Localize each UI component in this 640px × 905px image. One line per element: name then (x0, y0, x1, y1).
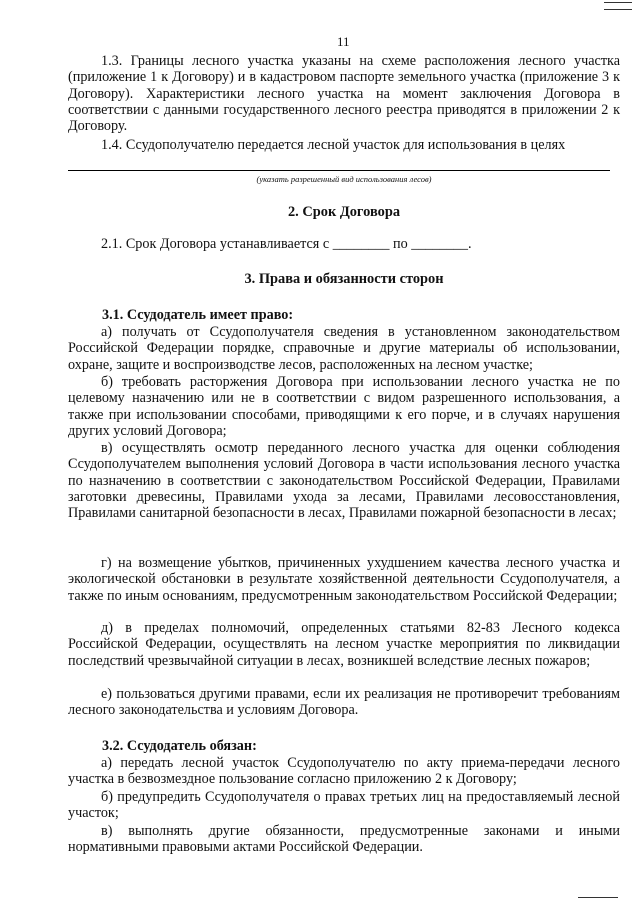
page-number: 11 (337, 34, 350, 49)
list-item-3-1-a: а) получать от Ссудополучателя сведения в установленном законодательством Российской Федерации порядке, справочные и другие материалы об использовании, охране, защите и воспроизводстве лесов, расположенных на лесном участке; (68, 324, 620, 373)
scan-mark-bottom (578, 897, 618, 901)
list-item-3-1-d: д) в пределах полномочий, определенных статьями 82-83 Лесного кодекса Российской Федерации, осуществлять на лесном участке мероприятия по ликвидации последствий чрезвычайной ситуации в лесах, возникшей вследствие лесных пожаров; (68, 620, 620, 669)
clause-1-3: 1.3. Границы лесного участка указаны на схеме расположения лесного участка (приложение 1 к Договору) и в кадастровом паспорте земельного участка (приложение 3 к Договору). Характеристики лесного участка на момент заключения Договора в соответствии с данными государственного лесного реестра приводятся в приложении 2 к Договору. (68, 53, 620, 135)
clause-1-4: 1.4. Ссудополучателю передается лесной участок для использования в целях (101, 137, 566, 153)
clause-2-1: 2.1. Срок Договора устанавливается с ________ по ________. (101, 236, 472, 252)
list-item-3-1-e: е) пользоваться другими правами, если их реализация не противоречит требованиям лесного законодательства и условиям Договора. (68, 686, 620, 719)
list-item-3-2-b: б) предупредить Ссудополучателя о правах третьих лиц на предоставляемый лесной участок; (68, 789, 620, 822)
clause-1-4-caption: (указать разрешенный вид использования лесов) (256, 174, 432, 184)
subsection-3-1-heading: 3.1. Ссудодатель имеет право: (102, 307, 294, 323)
section-2-heading: 2. Срок Договора (287, 204, 401, 220)
scan-mark-top (604, 2, 632, 10)
subsection-3-2-heading: 3.2. Ссудодатель обязан: (102, 738, 257, 754)
list-item-3-2-v: в) выполнять другие обязанности, предусмотренные законами и иными нормативными правовыми актами Российской Федерации. (68, 823, 620, 856)
list-item-3-1-b: б) требовать расторжения Договора при использовании лесного участка не по целевому назначению или не в соответствии с видом разрешенного использования, а также при использовании способами, приводящими к его порче, и в случаях нарушения других условий Договора; (68, 374, 620, 439)
section-3-heading: 3. Права и обязанности сторон (244, 271, 444, 287)
list-item-3-1-g: г) на возмещение убытков, причиненных ухудшением качества лесного участка и экологической обстановки в результате хозяйственной деятельности Ссудополучателя, а также по иным основаниям, предусмотренным законодательством Российской Федерации; (68, 555, 620, 604)
list-item-3-1-v: в) осуществлять осмотр переданного лесного участка для оценки соблюдения Ссудополучателем выполнения условий Договора в части использования лесного участка по назначению в соответствии с законодательством Российской Федерации, Правилами заготовки древесины, Правилами ухода за лесами, Правилами лесовосстановления, Правилами санитарной безопасности в лесах, Правилами пожарной безопасности в лесах; (68, 440, 620, 522)
fill-in-line (68, 170, 610, 171)
list-item-3-2-a: а) передать лесной участок Ссудополучателю по акту приема-передачи лесного участка в безвозмездное пользование согласно приложению 2 к Договору; (68, 755, 620, 788)
